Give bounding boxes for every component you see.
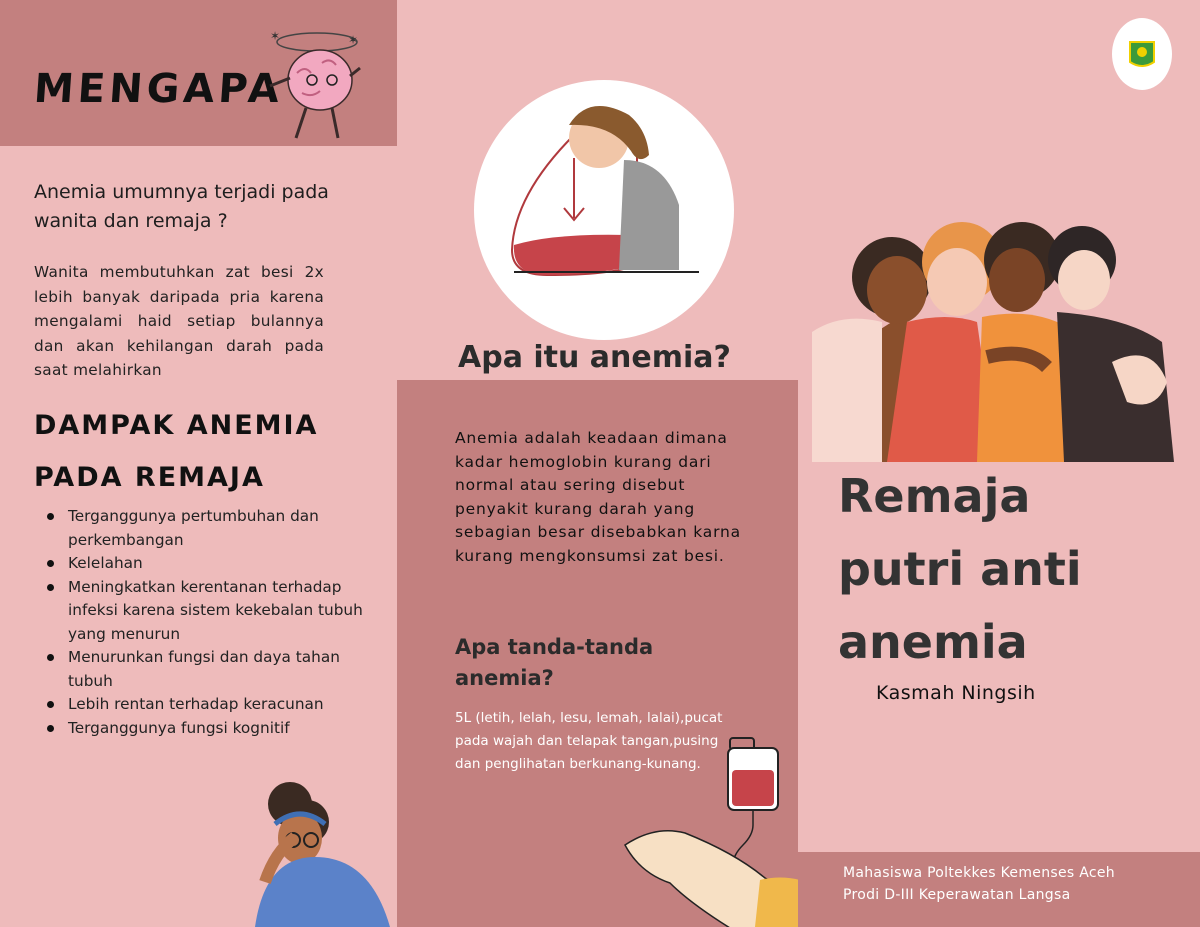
svg-text:✶: ✶	[348, 33, 359, 47]
dampak-list	[34, 505, 368, 740]
author-name: Kasmah Ningsih	[876, 682, 1036, 704]
tanda-heading: Apa tanda-tanda anemia?	[455, 635, 654, 690]
main-title: Remaja putri anti anemia	[838, 469, 1082, 669]
apa-itu-heading-text: Apa itu anemia?	[458, 340, 731, 375]
blood-bag-icon	[620, 730, 800, 927]
list-item: Terganggunya pertumbuhan dan perkembangan	[68, 505, 368, 552]
question-text: Anemia umumnya terjadi pada wanita dan remaja ?	[34, 181, 329, 232]
list-item: Lebih rentan terhadap keracunan	[68, 693, 368, 717]
dizzy-brain-icon	[262, 18, 372, 146]
list-item: Terganggunya fungsi kognitif	[68, 717, 368, 741]
institution-logo	[1112, 18, 1172, 90]
list-item: Meningkatkan kerentanan terhadap infeksi karena sistem kekebalan tubuh yang menurun	[68, 576, 368, 647]
dampak-heading: DAMPAK ANEMIA PADA REMAJA	[34, 410, 319, 493]
mengapa-heading: MENGAPA	[32, 66, 285, 112]
tired-woman-illustration	[235, 782, 400, 927]
iron-need-paragraph: Wanita membutuhkan zat besi 2x lebih banyak daripada pria karena mengalami haid setiap bulannya dan akan kehilangan darah pada saat melahirkan	[34, 263, 324, 379]
apa-itu-heading	[458, 338, 731, 378]
definition-text: Anemia adalah keadaan dimana kadar hemoglobin kurang dari normal atau sering disebut penyakit kurang darah yang sebagian besar disebabkan karna kurang mengkonsumsi zat besi.	[455, 429, 741, 565]
blood-drop-person-illustration	[474, 80, 734, 340]
footer-line-2: Prodi D-III Keperawatan Langsa	[843, 887, 1071, 903]
logo-emblem-icon	[1112, 18, 1172, 90]
hugging-women-illustration	[812, 222, 1174, 462]
tanda-text: 5L (letih, lelah, lesu, lemah, lalai),pucat pada wajah dan telapak tangan,pusing dan penglihatan berkunang-kunang.	[455, 710, 723, 772]
footer-text	[843, 862, 1115, 906]
footer-line-1: Mahasiswa Poltekkes Kemenses Aceh	[843, 865, 1115, 881]
list-item: Kelelahan	[68, 552, 368, 576]
svg-text:✶: ✶	[270, 29, 281, 43]
list-item: Menurunkan fungsi dan daya tahan tubuh	[68, 646, 368, 693]
